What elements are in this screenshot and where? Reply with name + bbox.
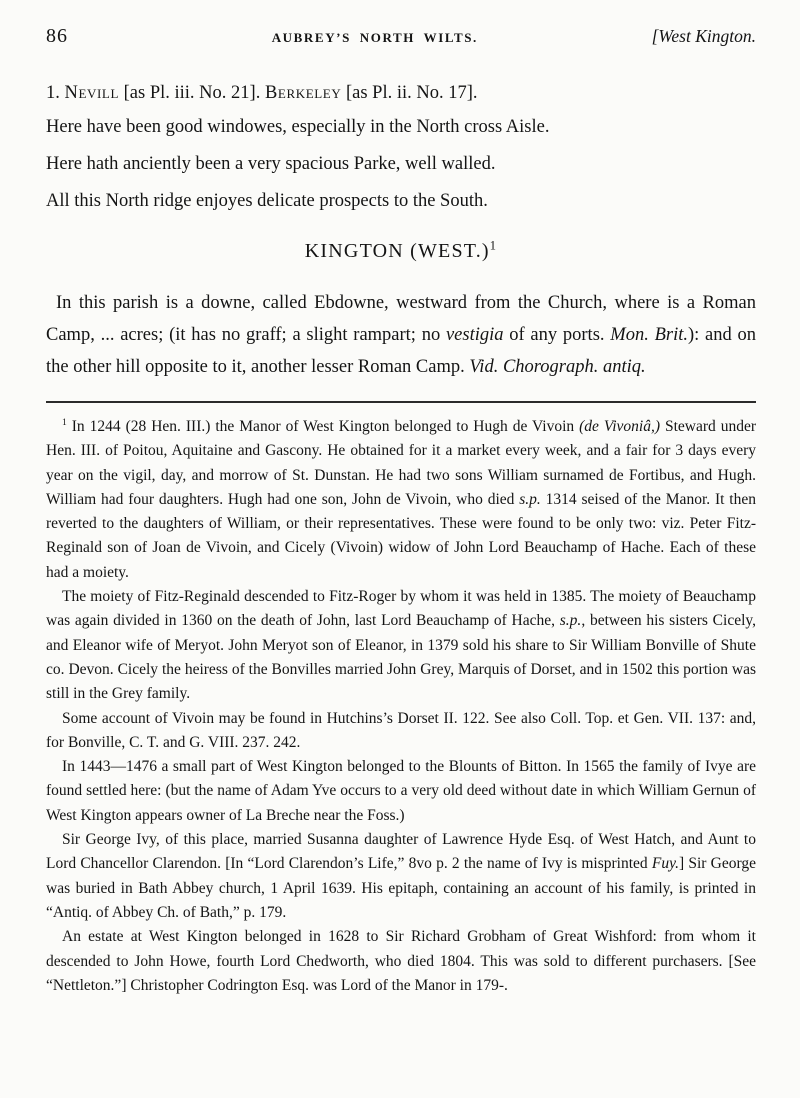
running-section-note: [West Kington. [651, 26, 756, 46]
page-number: 86 [46, 25, 68, 47]
body-line-parke: Here hath anciently been a very spacious Parke, well walled. [46, 154, 496, 174]
body-paragraph: In this parish is a downe, called Ebdowne, westward from the Church, where is a Roman Camp, ... acres; (it has no graff; a slight rampart; no vestigia of any ports. Mon. Brit.): and on the other hill opposite to it, another lesser Roman Camp. Vid. Chorograph. antiq. [46, 293, 757, 377]
running-title: AUBREY’S NORTH WILTS. [271, 30, 478, 45]
armorial-entry-line: 1. Nevill [as Pl. iii. No. 21]. Berkeley [as Pl. ii. No. 17]. [46, 83, 478, 103]
footnote [46, 415, 756, 998]
footnote-paragraph-2: The moiety of Fitz-Reginald descended to Fitz-Roger by whom it was held in 1385. The moiety of Beauchamp was again divided in 1360 on the death of John, last Lord Beauchamp of Hache, s.p., between his sisters Cicely, and Eleanor wife of Meryot. John Meryot son of Eleanor, in 1379 sold his share to Sir William Bonville of Shute co. Devon. Cicely the heiress of the Bonvilles married John Grey, Marquis of Dorset, and in 1502 this portion was still in the Grey family. [46, 588, 757, 703]
footnote-divider [46, 401, 756, 403]
footnote-paragraph-6: An estate at West Kington belonged in 1628 to Sir Richard Grobham of Great Wishford: from whom it descended to John Howe, fourth Lord Chedworth, who died 1804. This was sold to different purchasers. [See “Nettleton.”] Christopher Codrington Esq. was Lord of the Manor in 179-. [46, 928, 756, 994]
page-body [46, 80, 756, 383]
body-line-prospects: All this North ridge enjoyes delicate prospects to the South. [46, 191, 488, 211]
footnote-paragraph-3: Some account of Vivoin may be found in Hutchins’s Dorset II. 122. See also Coll. Top. et Gen. VII. 137: and, for Bonville, C. T. and G. VIII. 237. 242. [46, 709, 756, 751]
footnote-paragraph-4: In 1443—1476 a small part of West Kington belonged to the Blounts of Bitton. In 1565 the family of Ivye are found settled here: (but the name of Adam Yve occurs to a very old deed without date in which William Gernun of West Kington appears owner of La Breche near the Foss.) [46, 758, 756, 824]
footnote-paragraph-1: $^1$ In 1244 (28 Hen. III.) the Manor of West Kington belonged to Hugh de Vivoin (de Vivoniâ,) Steward under Hen. III. of Poitou, Aquitaine and Gascony. He obtained for it a market every week, and a fair for 3 days every year on the vigil, day, and morrow of St. Dunstan. He had two sons William surnamed de Fortibus, and Hugh. William had four daughters. Hugh had one son, John de Vivoin, who died s.p. 1314 seised of the Manor. It then reverted to the daughters of William, or their representatives. These were found to be only two: viz. Peter Fitz-Reginald son of Joan de Vivoin, and Cicely (Vivoin) widow of John Lord Beauchamp of Hache. Each of these had a moiety. [46, 416, 756, 581]
footnote-paragraph-5: Sir George Ivy, of this place, married Susanna daughter of Lawrence Hyde Esq. of West Hatch, and Aunt to Lord Chancellor Clarendon. [In “Lord Clarendon’s Life,” 8vo p. 2 the name of Ivy is misprinted Fuy.] Sir George was buried in Bath Abbey church, 1 April 1639. His epitaph, containing an account of his family, is printed in “Antiq. of Abbey Ch. of Bath,” p. 179. [46, 831, 756, 921]
page-header [46, 24, 756, 50]
section-heading: KINGTON (WEST.)$^1$ [304, 238, 498, 262]
body-line-windowes: Here have been good windowes, especially in the North cross Aisle. [46, 117, 550, 137]
